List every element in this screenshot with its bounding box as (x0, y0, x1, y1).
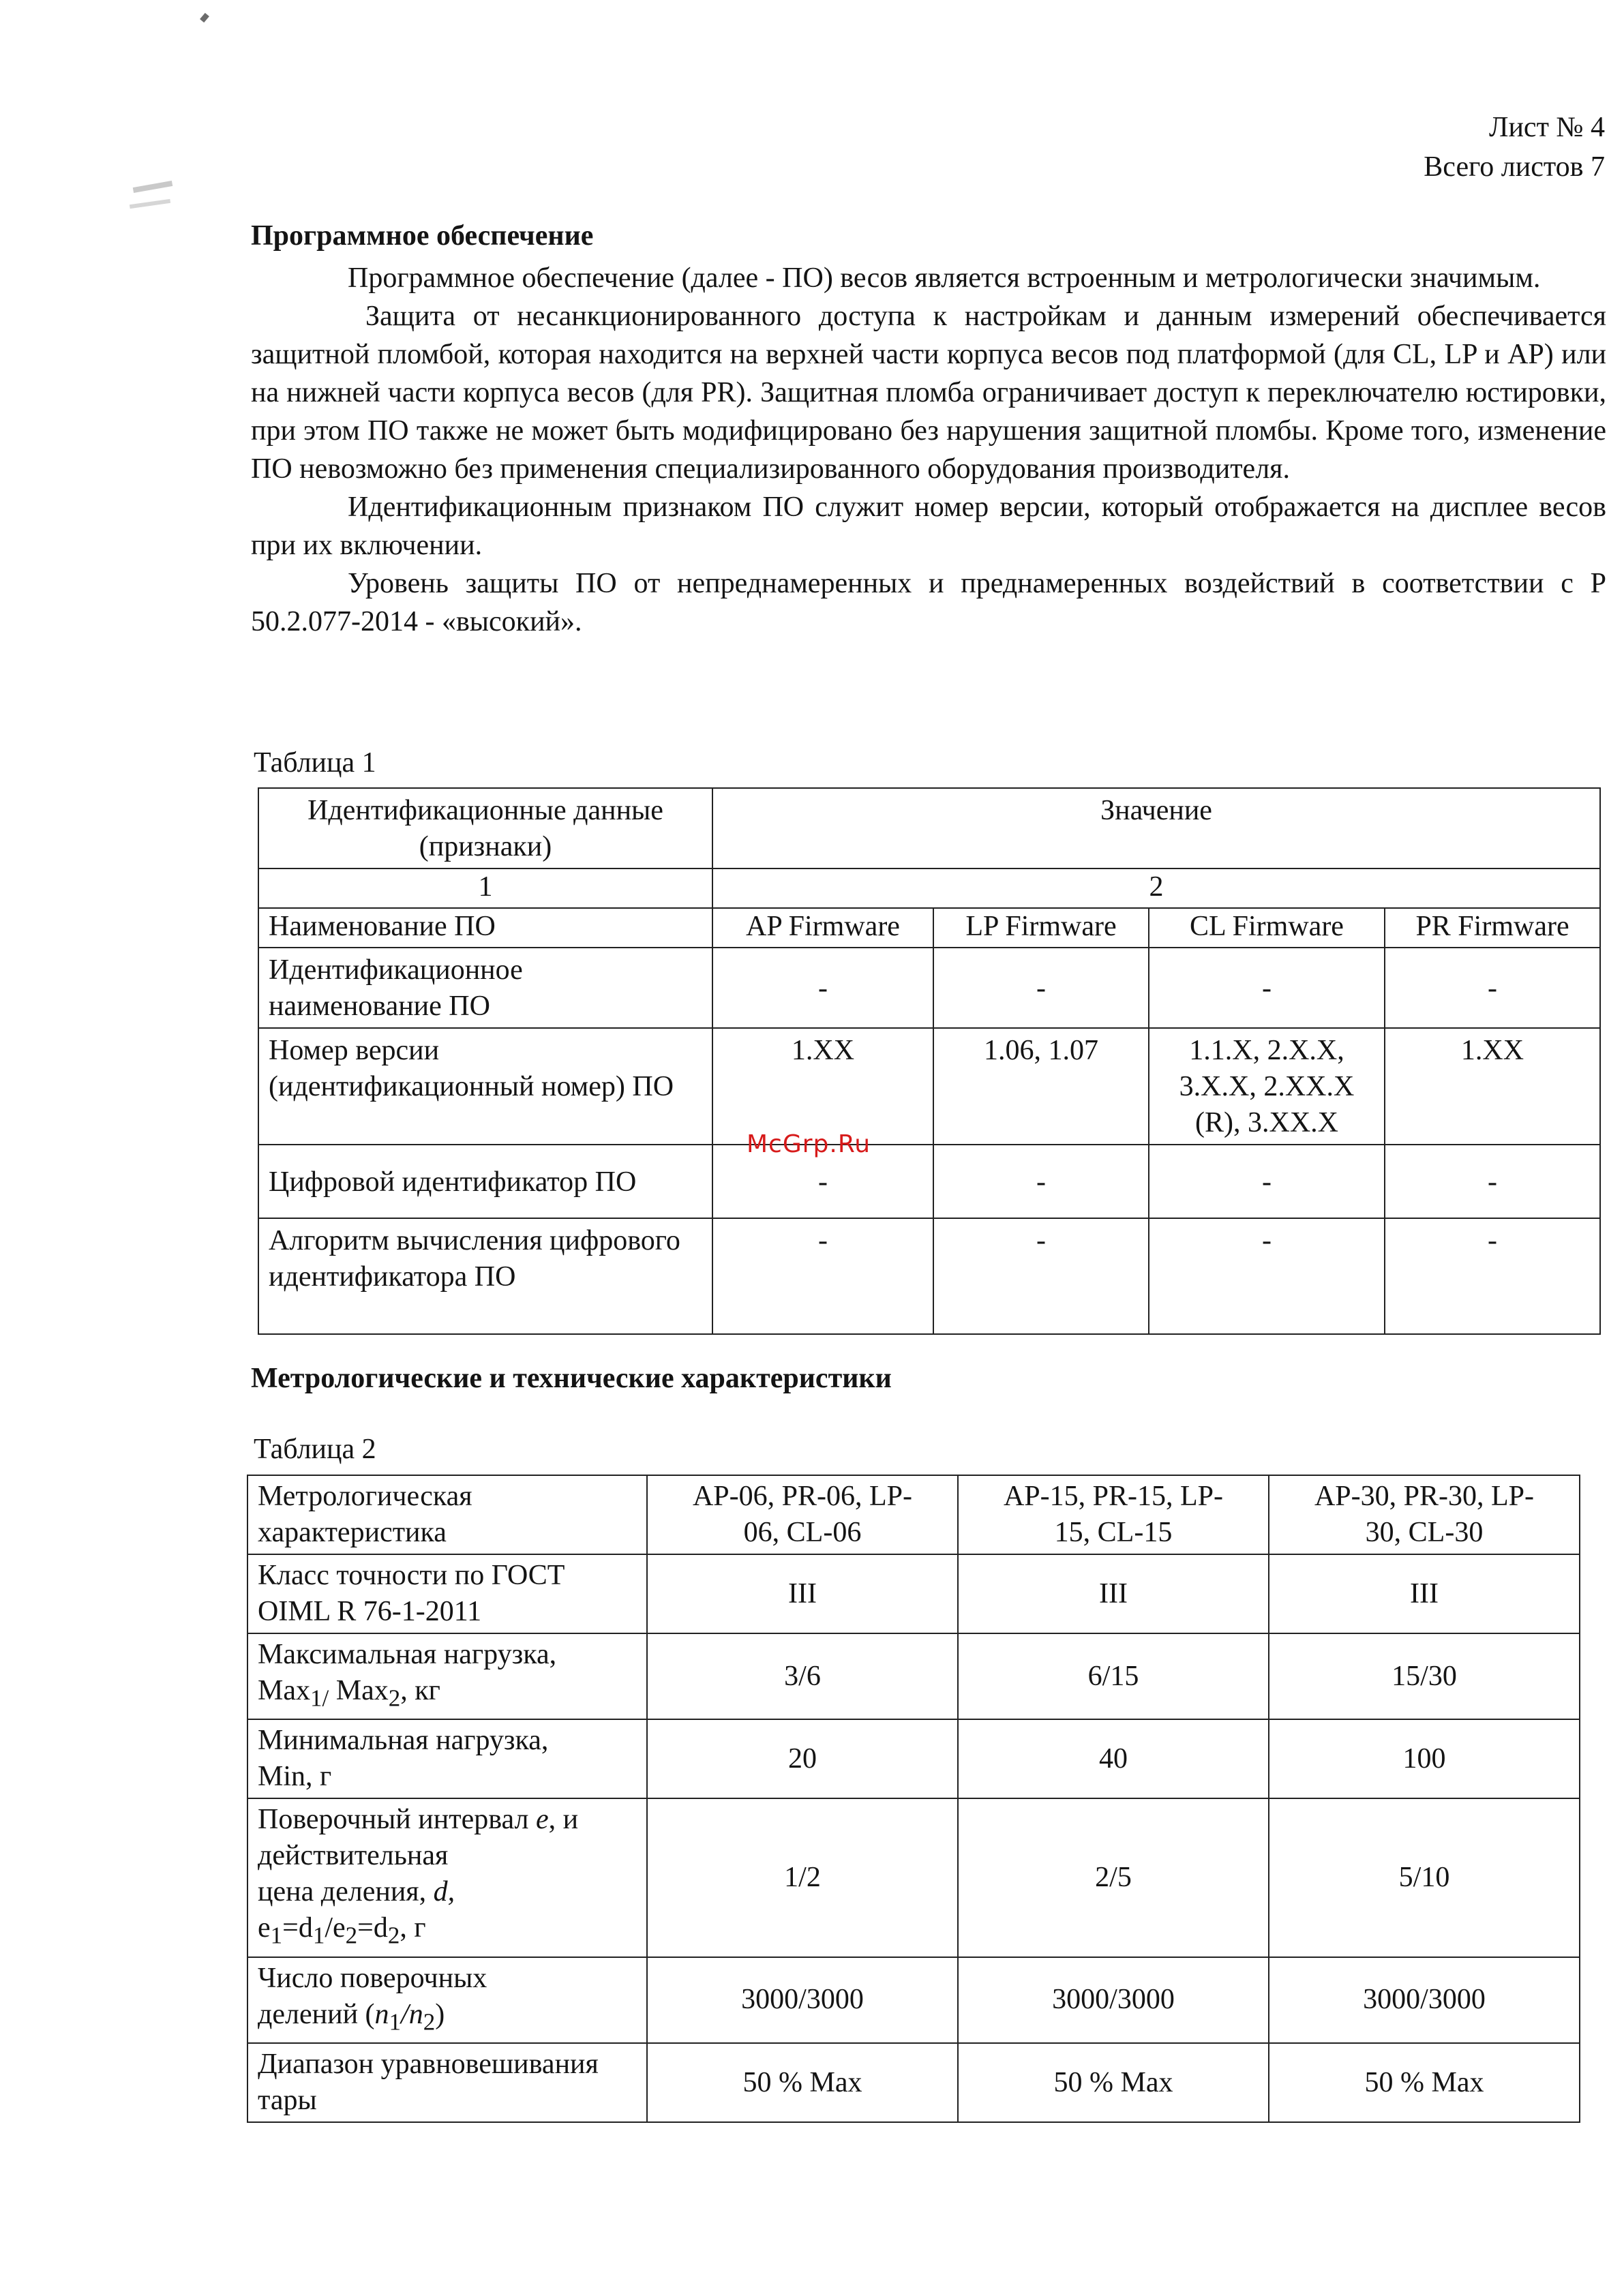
label-subscript: 1 (389, 2008, 402, 2036)
table-row (247, 2043, 1580, 2122)
label-text: Max (329, 1675, 389, 1706)
label-text: =d (357, 1912, 388, 1944)
label-text: цена деления, (258, 1876, 434, 1908)
table2-col-header: AP-30, PR-30, LP-30, CL-30 (1269, 1475, 1580, 1554)
table-cell: - (1385, 1218, 1600, 1334)
table-cell: 100 (1269, 1719, 1580, 1798)
software-paragraph: Программное обеспечение (далее - ПО) весов является встроенным и метрологически значимым. (348, 262, 1541, 294)
table1-col1-header: Идентификационные данные (признаки) (258, 788, 712, 868)
table1-row-label: Цифровой идентификатор ПО (258, 1145, 712, 1218)
table1-row-label: Алгоритм вычисления цифрового идентификатора ПО (258, 1218, 712, 1334)
table1-caption: Таблица 1 (254, 747, 376, 779)
table-row (258, 1028, 1600, 1145)
table2-row-label: Диапазон уравновешивания тары (247, 2043, 647, 2122)
table-cell: 50 % Max (958, 2043, 1269, 2122)
table1-num1: 1 (258, 868, 712, 908)
table-cell: 3/6 (647, 1633, 958, 1719)
table-cell: 3000/3000 (1269, 1957, 1580, 2043)
software-title: Программное обеспечение (251, 220, 594, 252)
scan-speck (133, 181, 173, 193)
table-cell: LP Firmware (933, 908, 1149, 948)
table-cell: - (712, 1145, 933, 1218)
table2-row-label (247, 1798, 647, 1957)
table-cell: 6/15 (958, 1633, 1269, 1719)
table-cell: PR Firmware (1385, 908, 1600, 948)
table-row (247, 1554, 1580, 1633)
table-row (247, 1475, 1580, 1554)
table-cell: - (933, 1145, 1149, 1218)
label-subscript: 1 (270, 1922, 283, 1949)
table2-header-label: Метрологическая характеристика (247, 1475, 647, 1554)
table-cell: AP Firmware (712, 908, 933, 948)
table-row (258, 868, 1600, 908)
watermark: McGrp.Ru (747, 1130, 871, 1158)
table-cell: 40 (958, 1719, 1269, 1798)
label-subscript: 2 (387, 1922, 400, 1949)
table-cell: 1.1.X, 2.X.X, 3.X.X, 2.XX.X (R), 3.XX.X (1149, 1028, 1385, 1145)
software-paragraph: Защита от несанкционированного доступа к настройкам и данным измерений обеспечивается защитной пломбой, которая находится на верхней части корпуса весов под платформой (для CL, LP и AP) или на нижней части корпуса весов (для PR). Защитная пломба ограничивает доступ к переключателю юстировки, при этом ПО также не может быть модифицировано без нарушения защитной пломбы. Кроме того, изменение ПО невозможно без применения специализированного оборудования производителя. (251, 301, 1606, 485)
label-italic: n (374, 1998, 389, 2030)
table2-row-label (247, 1633, 647, 1719)
table2-col-header: AP-06, PR-06, LP-06, CL-06 (647, 1475, 958, 1554)
table-cell: - (1385, 948, 1600, 1028)
table-row (247, 1798, 1580, 1957)
label-subscript: 1/ (310, 1685, 329, 1712)
table-cell: - (1149, 1218, 1385, 1334)
label-text: Максимальная нагрузка, (258, 1639, 557, 1670)
table1-row-label: Номер версии (идентификационный номер) ПО (258, 1028, 712, 1145)
table-cell: 3000/3000 (958, 1957, 1269, 2043)
table-cell: - (1385, 1145, 1600, 1218)
metrology-title: Метрологические и технические характеристики (251, 1363, 892, 1394)
table-cell: CL Firmware (1149, 908, 1385, 948)
label-text: Поверочный интервал (258, 1804, 536, 1836)
label-subscript: 2 (345, 1922, 358, 1949)
table1-row-label: Наименование ПО (258, 908, 712, 948)
table-cell: 1.XX (1385, 1028, 1600, 1145)
software-text (251, 259, 1606, 641)
label-italic: d, (433, 1876, 455, 1908)
table-cell: 1.06, 1.07 (933, 1028, 1149, 1145)
label-subscript: 2 (423, 2008, 436, 2036)
label-subscript: 1 (312, 1922, 325, 1949)
sheet-header (1424, 108, 1605, 187)
table-cell: 1.XX (712, 1028, 933, 1145)
table2-row-label: Класс точности по ГОСТ OIML R 76-1-2011 (247, 1554, 647, 1633)
table1-col2-header: Значение (712, 788, 1600, 868)
table-row (258, 908, 1600, 948)
table-row (247, 1633, 1580, 1719)
label-italic: n (408, 1998, 423, 2030)
table-cell: III (1269, 1554, 1580, 1633)
sheet-total: Всего листов 7 (1424, 151, 1605, 183)
table-cell: 1/2 (647, 1798, 958, 1957)
table1-row-label: Идентификационное наименование ПО (258, 948, 712, 1028)
label-text: =d (282, 1912, 313, 1944)
table-cell: 2/5 (958, 1798, 1269, 1957)
table-cell: III (647, 1554, 958, 1633)
sheet-number: Лист № 4 (1488, 112, 1605, 143)
label-text: Число поверочных делений ( (258, 1962, 487, 2030)
table-row (258, 1218, 1600, 1334)
label-text: Max (258, 1675, 310, 1706)
table1-num2: 2 (712, 868, 1600, 908)
label-text: e (258, 1912, 271, 1944)
table-cell: - (1149, 948, 1385, 1028)
table-cell: - (933, 1218, 1149, 1334)
table2-row-label: Минимальная нагрузка, Min, г (247, 1719, 647, 1798)
table-cell: 3000/3000 (647, 1957, 958, 2043)
software-paragraph: Идентификационным признаком ПО служит номер версии, который отображается на дисплее весов при их включении. (251, 492, 1606, 561)
table-cell: III (958, 1554, 1269, 1633)
metrology-table (247, 1475, 1580, 2123)
table-cell: - (1149, 1145, 1385, 1218)
table-cell: 5/10 (1269, 1798, 1580, 1957)
table2-col-header: AP-15, PR-15, LP-15, CL-15 (958, 1475, 1269, 1554)
table-cell: 50 % Max (1269, 2043, 1580, 2122)
label-subscript: 2 (388, 1685, 401, 1712)
table-row (258, 788, 1600, 868)
label-text: , г (400, 1912, 426, 1944)
label-text: , кг (400, 1675, 440, 1706)
label-text: /e (325, 1912, 346, 1944)
table-cell: 50 % Max (647, 2043, 958, 2122)
label-italic: / (401, 1998, 409, 2030)
label-text: ) (435, 1998, 445, 2030)
scan-speck (130, 199, 170, 209)
scan-speck (200, 13, 209, 22)
label-text: , и действительная (258, 1804, 579, 1872)
table-row (247, 1957, 1580, 2043)
table-cell: 15/30 (1269, 1633, 1580, 1719)
table2-caption: Таблица 2 (254, 1434, 376, 1465)
table-cell: 20 (647, 1719, 958, 1798)
software-paragraph: Уровень защиты ПО от непреднамеренных и преднамеренных воздействий в соответствии с Р 50.2.077-2014 - «высокий». (251, 568, 1606, 637)
label-italic: e (535, 1804, 549, 1836)
table-row (258, 948, 1600, 1028)
table2-row-label (247, 1957, 647, 2043)
table-row (258, 1145, 1600, 1218)
table-cell: - (933, 948, 1149, 1028)
table-cell: - (712, 1218, 933, 1334)
table-row (247, 1719, 1580, 1798)
software-id-table (258, 787, 1601, 1335)
table-cell: - (712, 948, 933, 1028)
